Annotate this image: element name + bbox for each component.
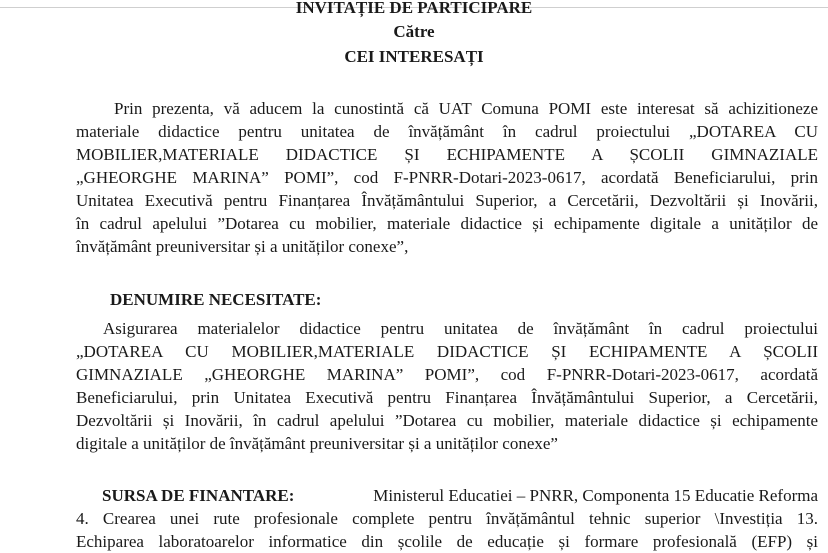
funding-first-line <box>102 485 818 507</box>
paragraph-line: materiale didactice pentru unitatea de învățământ în cadrul proiectului „DOTAREA CU <box>76 122 818 141</box>
paragraph-line: Prin prezenta, vă aducem la cunostintă că UAT Comuna POMI este interesat să achizitioneze <box>114 99 818 118</box>
paragraph-line: digitale a unităților de învățământ preuniversitar și a unităților conexe” <box>76 434 558 453</box>
funding-source-text: Ministerul Educatiei – PNRR, Componenta 15 Educatie Reforma <box>373 486 818 505</box>
paragraph-line: Echiparea laboratoarelor informatice din școlile de educație și formare profesională (EFP) și <box>76 532 818 551</box>
paragraph-line: „DOTAREA CU MOBILIER,MATERIALE DIDACTICE ȘI ECHIPAMENTE A ȘCOLII <box>76 342 818 361</box>
paragraph-line: Unitatea Executivă pentru Finanțarea Învățământului Superior, a Cercetării, Dezvoltării și Inovării, <box>76 191 818 210</box>
paragraph-line: „GHEORGHE MARINA” POMI”, cod F-PNRR-Dotari-2023-0617, acordată Beneficiarului, prin <box>76 168 818 187</box>
paragraph-line: Beneficiarului, prin Unitatea Executivă pentru Finanțarea Învățământului Superior, a Cercetării, <box>76 388 818 407</box>
paragraph-line: MOBILIER,MATERIALE DIDACTICE ȘI ECHIPAMENTE A ȘCOLII GIMNAZIALE <box>76 145 818 164</box>
section-heading-necessity: DENUMIRE NECESITATE: <box>110 290 322 309</box>
paragraph-line: Asigurarea materialelor didactice pentru unitatea de învățământ în cadrul proiectului <box>103 319 818 338</box>
document-title: INVITAȚIE DE PARTICIPARE <box>295 0 533 17</box>
paragraph-line: GIMNAZIALE „GHEORGHE MARINA” POMI”, cod F-PNRR-Dotari-2023-0617, acordată <box>76 365 818 384</box>
paragraph-line: 4. Crearea unei rute profesionale complete pentru învățământul tehnic superior \Investiția 13. <box>76 509 818 528</box>
paragraph-line: învățământ preuniversitar și a unităților conexe”, <box>76 237 409 256</box>
addressee-label: Către <box>393 22 435 41</box>
section-heading-funding: SURSA DE FINANTARE: <box>102 486 295 505</box>
paragraph-line: Dezvoltării și Inovării, în cadrul apelului ”Dotarea cu mobilier, materiale didactice și echipamente <box>76 411 818 430</box>
paragraph-line: în cadrul apelului ”Dotarea cu mobilier, materiale didactice și echipamente digitale a unităților de <box>76 214 818 233</box>
addressee-recipients: CEI INTERESAȚI <box>344 47 484 66</box>
